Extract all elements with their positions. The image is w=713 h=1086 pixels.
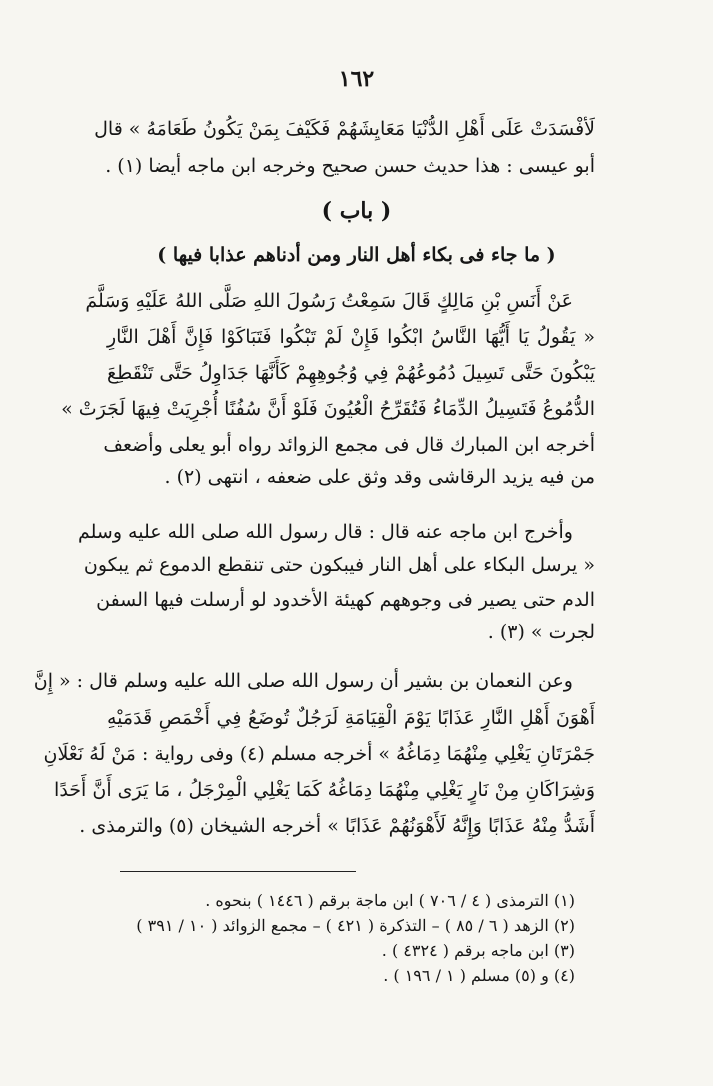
text-line: لجرت » (٣) . [487,621,595,643]
page-number: ١٦٢ [338,66,375,92]
text-line: « يَقُولُ يَا أَيُّهَا النَّاسُ ابْكُوا فَإِنْ لَمْ تَبْكُوا فَتَبَاكَوْا فَإِنَّ أَهْلَ النَّارِ [107,326,595,348]
text-line: يَبْكُونَ حَتَّى تَسِيلَ دُمُوعُهُمْ فِي وُجُوهِهِمْ كَأَنَّهَا جَدَاوِلُ حَتَّى تَنْقَطِعَ [107,362,595,384]
footnote: (١) الترمذى ( ٤ / ٧٠٦ ) ابن ماجة برقم ( ١٤٤٦ ) بنحوه . [205,891,575,910]
chapter-heading: ( باب ) [321,198,392,224]
footnote: (٢) الزهد ( ٦ / ٨٥ ) – التذكرة ( ٤٢١ ) – مجمع الزوائد ( ١٠ / ٣٩١ ) [136,916,575,935]
chapter-subheading: ( ما جاء فى بكاء أهل النار ومن أدناهم عذابا فيها ) [157,244,556,266]
text-line: أَشَدُّ مِنْهُ عَذَابًا وَإِنَّهُ لَأَهْوَنُهُمْ عَذَابًا » أخرجه الشيخان (٥) والترمذى . [79,815,595,837]
text-line: جَمْرَتَانِ يَغْلِي مِنْهُمَا دِمَاغُهُ » أخرجه مسلم (٤) وفى رواية : مَنْ لَهُ نَعْلَانِ [43,743,595,765]
text-line: وأخرج ابن ماجه عنه قال : قال رسول الله صلى الله عليه وسلم [77,521,573,543]
footnote: (٤) و (٥) مسلم ( ١ / ١٩٦ ) . [383,966,575,985]
text-line: أخرجه ابن المبارك قال فى مجمع الزوائد رواه أبو يعلى وأضعف [103,434,595,456]
footnote: (٣) ابن ماجه برقم ( ٤٣٢٤ ) . [381,941,575,960]
text-line: أَهْوَنَ أَهْلِ النَّارِ عَذَابًا يَوْمَ الْقِيَامَةِ لَرَجُلٌ تُوضَعُ فِي أَخْمَصِ قَدَمَيْهِ [107,707,595,729]
text-line: أبو عيسى : هذا حديث حسن صحيح وخرجه ابن ماجه أيضا (١) . [105,155,595,177]
footnote-separator [120,871,356,872]
text-line: « يرسل البكاء على أهل النار فيبكون حتى تنقطع الدموع ثم يبكون [83,554,595,576]
text-line: وَشِرَاكَانِ مِنْ نَارٍ يَغْلِي مِنْهُمَا دِمَاغُهُ كَمَا يَغْلِي الْمِرْجَلُ ، مَا يَرَى أَنَّ أَحَدًا [54,779,595,801]
text-line: لَأفْسَدَتْ عَلَى أَهْلِ الدُّنْيَا مَعَايِشَهُمْ فَكَيْفَ بِمَنْ يَكُونُ طَعَامَهُ » قال [94,118,595,140]
text-line: الدُّمُوعُ فَتَسِيلُ الدِّمَاءُ فَتُقَرِّحُ الْعُيُونَ فَلَوْ أَنَّ سُفُنًا أُجْرِيَتْ فِيهَا لَجَرَتْ » [61,398,595,420]
text-line: وعن النعمان بن بشير أن رسول الله صلى الله عليه وسلم قال : « إِنَّ [33,670,573,692]
text-line: عَنْ أَنَسِ بْنِ مَالِكٍ قَالَ سَمِعْتُ رَسُولَ اللهِ صَلَّى اللهُ عَلَيْهِ وَسَلَّمَ [85,290,573,312]
text-line: الدم حتى يصير فى وجوههم كهيئة الأخدود لو أرسلت فيها السفن [96,589,595,611]
text-line: من فيه يزيد الرقاشى وقد وثق على ضعفه ، انتهى (٢) . [164,466,595,488]
